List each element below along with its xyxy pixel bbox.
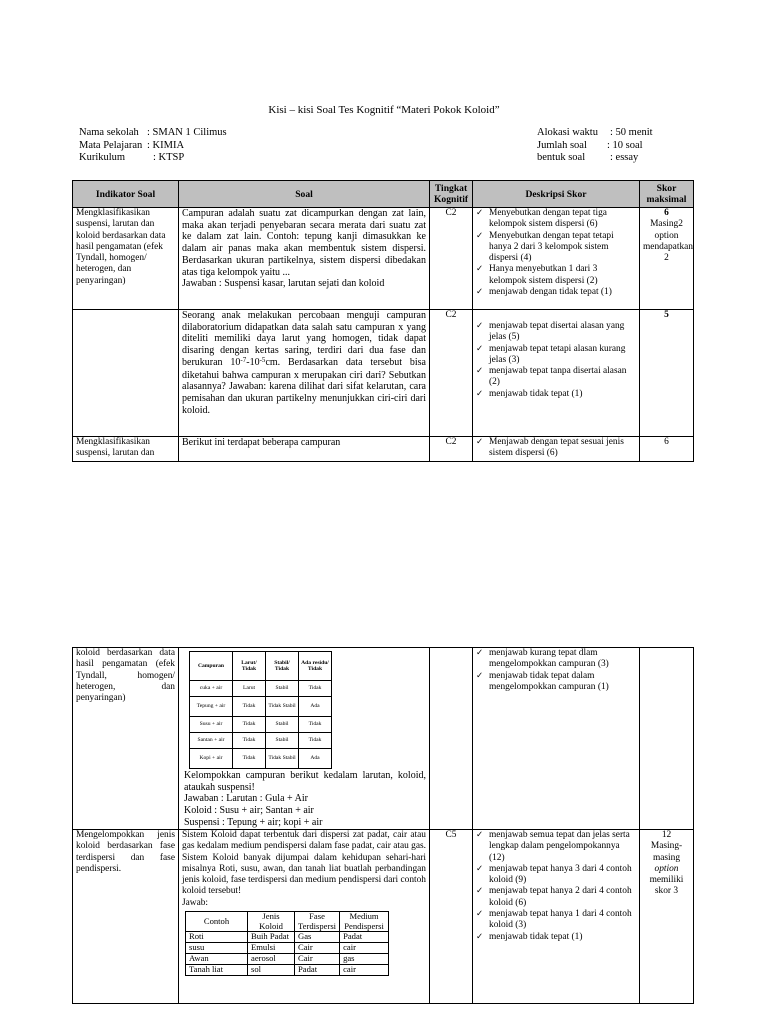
table-cell: Tidak xyxy=(233,697,266,717)
list-item: ✓ menjawab tepat hanya 3 dari 4 contoh koloid (9) xyxy=(476,864,636,887)
list-item: ✓ menjawab semua tepat dan jelas serta lengkap dalam pengelompokannya (12) xyxy=(476,830,636,864)
kisi-table-part1 xyxy=(72,180,694,462)
skor-cell xyxy=(640,648,694,830)
table-cell: susu xyxy=(186,943,248,954)
table-row xyxy=(190,749,332,769)
table-cell: aerosol xyxy=(248,953,295,964)
campuran-header: Ada residu/ Tidak xyxy=(299,652,332,681)
list-item: ✓ menjawab tepat tanpa disertai alasan (2) xyxy=(476,366,636,389)
soal-cell xyxy=(179,830,430,1004)
table-cell: Cair xyxy=(295,943,340,954)
table-row xyxy=(73,208,694,310)
soal-text: Berikut ini terdapat beberapa campuran xyxy=(182,437,341,448)
table-cell: Tidak xyxy=(233,749,266,769)
list-item: ✓ menjawab dengan tidak tepat (1) xyxy=(476,287,636,298)
soal-text: Seorang anak melakukan percobaan menguji campuran dilaboratorium didapatkan data salah satu campuran x yang diteliti memiliki daya larut yang homogen, tidak dapat disaring dengan kertas saring, terdiri dari dua fase dan berukuran $10^{-7}-10^{-5}cm$. Berdasarkan data tersebut bisa diketahui bahwa campuran x merupakan ciri dari? Sebutkan alasannya? Jawaban: karena dilihat dari sifat kelarutan, cara pemisahan dan ukuran partikelny menunjukkan ciri-ciri dari koloid. xyxy=(182,310,426,416)
soal-cell xyxy=(179,208,430,310)
list-item: ✓ menjawab tidak tepat (1) xyxy=(476,932,636,943)
koloid-header: Medium Pendispersi xyxy=(340,911,389,932)
indikator-cell: koloid berdasarkan data hasil pengamatan (efek Tyndall, homogen/ heterogen, dan penyaringan) xyxy=(73,648,179,830)
table-cell: Tidak Stabil xyxy=(266,749,299,769)
table-cell: Tidak xyxy=(233,717,266,733)
deskripsi-cell xyxy=(473,208,640,310)
table-cell: Tidak xyxy=(299,733,332,749)
table-header-row xyxy=(73,181,694,208)
list-item: ✓ menjawab tepat hanya 1 dari 4 contoh koloid (3) xyxy=(476,909,636,932)
deskripsi-list xyxy=(476,321,636,400)
skor-value: 6 xyxy=(664,208,669,218)
table-row xyxy=(186,943,389,954)
skor-note: Masing2 option mendapatkan 2 xyxy=(643,219,693,264)
deskripsi-cell xyxy=(473,437,640,462)
skor-note: memiliki skor 3 xyxy=(649,875,684,897)
campuran-header: Stabil/ Tidak xyxy=(266,652,299,681)
table-cell: Emulsi xyxy=(248,943,295,954)
table-cell: Susu + air xyxy=(190,717,233,733)
deskripsi-cell xyxy=(473,830,640,1004)
list-item: ✓ menjawab tepat hanya 2 dari 4 contoh koloid (6) xyxy=(476,886,636,909)
table-cell: Padat xyxy=(340,932,389,943)
indikator-cell: Mengelompokkan jenis koloid berdasarkan fase terdispersi dan fase pendispersi. xyxy=(73,830,179,1004)
list-item: ✓ menjawab tidak tepat (1) xyxy=(476,389,636,400)
table-cell: Tidak xyxy=(233,733,266,749)
koloid-header: Jenis Koloid xyxy=(248,911,295,932)
table-cell: Stabil xyxy=(266,717,299,733)
table-row xyxy=(190,681,332,697)
info-row-subject: Mata Pelajaran : KIMIA xyxy=(79,139,185,151)
table-cell: cair xyxy=(340,943,389,954)
table-cell: Tepung + air xyxy=(190,697,233,717)
indikator-cell: Mengklasifikasikan suspensi, larutan dan koloid berdasarkan data hasil pengamatan (efek Tyndall, homogen/ heterogen, dan penyaringan) xyxy=(73,208,179,310)
table-row xyxy=(186,953,389,964)
info-row-curriculum: Kurikulum : KTSP xyxy=(79,152,185,163)
table-cell: Tidak xyxy=(299,681,332,697)
table-row xyxy=(73,648,694,830)
table-row xyxy=(190,697,332,717)
soal-cell xyxy=(179,437,430,462)
skor-cell xyxy=(640,208,694,310)
tingkat-cell: C2 xyxy=(430,437,473,462)
table-cell: cair xyxy=(340,964,389,975)
skor-cell: 6 xyxy=(640,437,694,462)
kisi-table-part2 xyxy=(72,647,694,1004)
skor-note: Masing-masing xyxy=(650,841,683,863)
tingkat-cell: C2 xyxy=(430,310,473,437)
indikator-cell: Mengklasifikasikan suspensi, larutan dan xyxy=(73,437,179,462)
soal-answer: Jawaban : Larutan : Gula + Air xyxy=(184,793,308,805)
campuran-header: Larut/ Tidak xyxy=(233,652,266,681)
koloid-header: Fase Terdispersi xyxy=(295,911,340,932)
header-soal: Soal xyxy=(179,181,430,208)
info-row-count: Jumlah soal : 10 soal xyxy=(537,139,643,151)
document-title: Kisi – kisi Soal Tes Kognitif “Materi Pokok Koloid” xyxy=(268,104,500,116)
soal-text: Campuran adalah suatu zat dicampurkan dengan zat lain, maka akan terjadi penyebaran secara merata dari suatu zat ke dalam zat lain. Contoh: tepung kanji dimasukkan ke dalam air panas maka akan membentuk sistem dispersi. Berdasarkan ukuran partikelnya, sistem dispersi dibedakan atas tiga kelompok yaitu ... xyxy=(182,208,426,278)
table-cell: Stabil xyxy=(266,681,299,697)
table-cell: Ada xyxy=(299,749,332,769)
table-cell: Santan + air xyxy=(190,733,233,749)
table-cell: Tanah liat xyxy=(186,964,248,975)
table-cell: Gas xyxy=(295,932,340,943)
table-cell: Tidak Stabil xyxy=(266,697,299,717)
table-cell: Awan xyxy=(186,953,248,964)
deskripsi-cell xyxy=(473,648,640,830)
list-item: ✓ Menyebutkan dengan tepat tiga kelompok sistem dispersi (6) xyxy=(476,208,636,231)
soal-answer: Suspensi : Tepung + air; kopi + air xyxy=(184,816,323,828)
soal-question: Kelompokkan campuran berikut kedalam larutan, koloid, ataukah suspensi! xyxy=(184,770,426,793)
tingkat-cell xyxy=(430,648,473,830)
skor-note-option: option xyxy=(654,863,679,874)
soal-jawab-label: Jawab: xyxy=(182,897,209,908)
list-item: ✓ menjawab kurang tepat dlam mengelompokkan campuran (3) xyxy=(476,648,636,671)
soal-answer: Jawaban : Suspensi kasar, larutan sejati dan koloid xyxy=(182,278,385,290)
campuran-table xyxy=(189,651,332,769)
header-tingkat: Tingkat Kognitif xyxy=(430,181,473,208)
exam-info xyxy=(537,127,653,165)
soal-cell xyxy=(179,648,430,830)
table-cell: Tidak xyxy=(299,717,332,733)
table-cell: Buih Padat xyxy=(248,932,295,943)
list-item: ✓ menjawab tepat disertai alasan yang jelas (5) xyxy=(476,321,636,344)
deskripsi-list xyxy=(476,648,636,693)
table-cell: Ada xyxy=(299,697,332,717)
deskripsi-cell xyxy=(473,310,640,437)
campuran-header: Campuran xyxy=(190,652,233,681)
tingkat-cell: C2 xyxy=(430,208,473,310)
table-cell: Roti xyxy=(186,932,248,943)
table-row xyxy=(190,733,332,749)
header-indikator: Indikator Soal xyxy=(73,181,179,208)
header-deskripsi: Deskripsi Skor xyxy=(473,181,640,208)
table-cell: sol xyxy=(248,964,295,975)
koloid-table xyxy=(185,911,389,976)
school-info xyxy=(79,127,227,165)
skor-cell: 5 xyxy=(640,310,694,437)
table-row xyxy=(73,830,694,1004)
info-row-school: Nama sekolah : SMAN 1 Cilimus xyxy=(79,127,227,138)
list-item: ✓ Menyebutkan dengan tepat tetapi hanya 2 dari 3 kelompok sistem dispersi (4) xyxy=(476,231,636,265)
skor-value: 12 xyxy=(661,830,672,840)
table-cell: Stabil xyxy=(266,733,299,749)
deskripsi-list xyxy=(476,437,636,460)
list-item: ✓ menjawab tidak tepat dalam mengelompokkan campuran (1) xyxy=(476,671,636,694)
table-row xyxy=(73,310,694,437)
table-cell: Cair xyxy=(295,953,340,964)
soal-text: Sistem Koloid dapat terbentuk dari dispersi zat padat, cair atau gas kedalam medium pendispersi dalam fase padat, cair atau gas. Sistem Koloid banyak dijumpai dalam kehidupan sehari-hari misalnya Roti, susu, awan, dan tanah liat buatlah perbandingan jenis koloid, fase terdispersi dan medium pendispersi dari contoh koloid tersebut! xyxy=(182,830,426,897)
table-row xyxy=(190,717,332,733)
table-row xyxy=(186,964,389,975)
soal-cell xyxy=(179,310,430,437)
indikator-cell xyxy=(73,310,179,437)
deskripsi-list xyxy=(476,830,636,943)
skor-cell xyxy=(640,830,694,1004)
soal-answer: Koloid : Susu + air; Santan + air xyxy=(184,805,314,817)
table-row xyxy=(73,437,694,462)
table-cell: gas xyxy=(340,953,389,964)
table-cell: cuka + air xyxy=(190,681,233,697)
header-skor: Skor maksimal xyxy=(640,181,694,208)
tingkat-cell: C5 xyxy=(430,830,473,1004)
list-item: ✓ Menjawab dengan tepat sesuai jenis sistem dispersi (6) xyxy=(476,437,636,460)
table-cell: Larut xyxy=(233,681,266,697)
info-row-type: bentuk soal : essay xyxy=(537,152,639,163)
list-item: ✓ Hanya menyebutkan 1 dari 3 kelompok sistem dispersi (2) xyxy=(476,264,636,287)
table-cell: Padat xyxy=(295,964,340,975)
table-cell: Kopi + air xyxy=(190,749,233,769)
info-row-duration: Alokasi waktu : 50 menit xyxy=(537,127,653,138)
koloid-header: Contoh xyxy=(186,911,248,932)
deskripsi-list xyxy=(476,208,636,298)
table-row xyxy=(186,932,389,943)
list-item: ✓ menjawab tepat tetapi alasan kurang jelas (3) xyxy=(476,344,636,367)
